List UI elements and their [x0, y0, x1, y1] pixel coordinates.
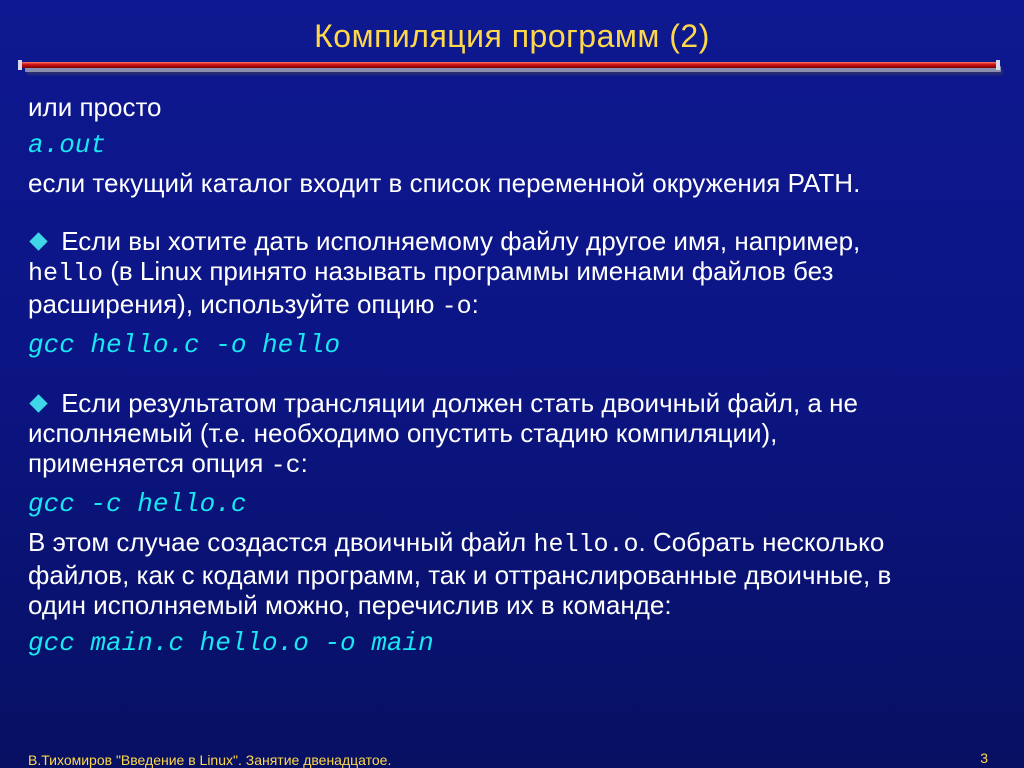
diamond-bullet-icon: [29, 394, 47, 412]
para-text: один исполняемый можно, перечислив их в команде:: [28, 590, 672, 620]
bullet-text: Если вы хотите дать исполняемому файлу другое имя, например,: [54, 226, 861, 256]
para-text: . Собрать несколько: [638, 527, 885, 557]
bullet-text: расширения), используйте опцию: [28, 289, 442, 319]
diamond-bullet-icon: [29, 232, 47, 250]
inline-code-option-c: -c: [270, 451, 301, 480]
bullet-text: Если результатом трансляции должен стать двоичный файл, а не: [54, 388, 858, 418]
text-line: если текущий каталог входит в список переменной окружения PATH.: [28, 168, 861, 198]
para-text: В этом случае создастся двоичный файл: [28, 527, 534, 557]
code-line-gcc-output: gcc hello.c -o hello: [28, 330, 341, 360]
slide-body: [28, 92, 1003, 658]
code-line-gcc-link: gcc main.c hello.o -o main: [28, 628, 434, 658]
code-line-gcc-compile: gcc -c hello.c: [28, 489, 247, 519]
code-line-aout: a.out: [28, 130, 107, 160]
divider-right-cap: [996, 60, 1000, 70]
title-divider: [22, 62, 998, 68]
bullet-object-file: [28, 388, 1003, 481]
para-text: файлов, как с кодами программ, так и оттранслированные двоичные, в: [28, 560, 892, 590]
paragraph-linking: [28, 527, 1003, 620]
bullet-rename-output: [28, 226, 1003, 322]
bullet-text: исполняемый (т.е. необходимо опустить стадию компиляции),: [28, 418, 778, 448]
bullet-text: (в Linux принято называть программы именами файлов без: [103, 256, 834, 286]
footer-credit: В.Тихомиров "Введение в Linux". Занятие двенадцатое.: [28, 752, 392, 768]
page-number: 3: [980, 750, 988, 766]
inline-code-hello-o: hello.o: [533, 530, 639, 559]
inline-code-option-o: -o: [441, 292, 472, 321]
bullet-text: применяется опция: [28, 448, 271, 478]
text-line: или просто: [28, 92, 162, 122]
inline-code-hello: hello: [28, 259, 104, 288]
slide-title: Компиляция программ (2): [314, 18, 710, 54]
bullet-text: :: [300, 448, 308, 478]
bullet-text: :: [471, 289, 479, 319]
divider-left-cap: [18, 60, 22, 70]
